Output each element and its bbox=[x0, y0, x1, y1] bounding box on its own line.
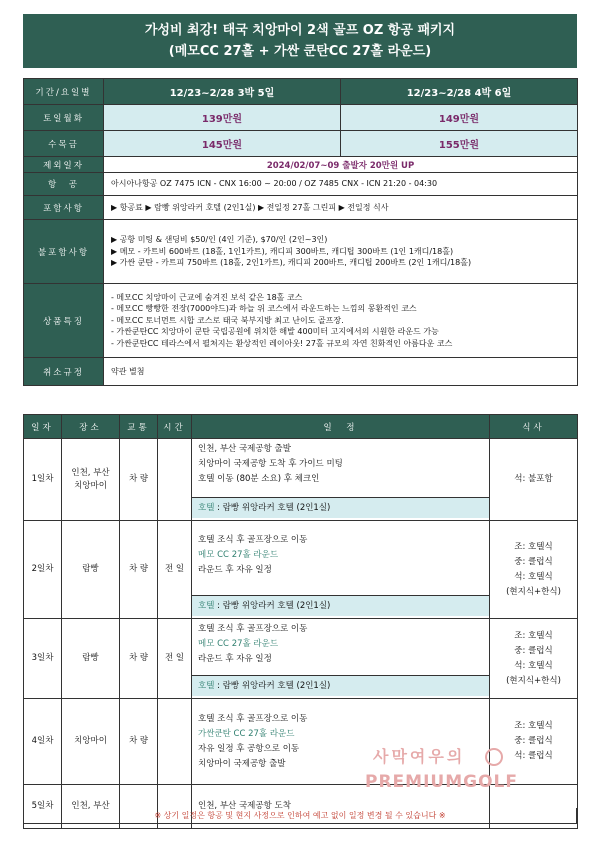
price-label-2: 수목금 bbox=[24, 131, 104, 157]
feature-line: - 메모CC 빵빵한 전장(7000야드)과 하늘 위 코스에서 라운드하는 느낌의 몽환적인 코스 bbox=[111, 304, 417, 314]
time-cell bbox=[158, 439, 192, 521]
day-cell: 2일차 bbox=[24, 521, 62, 619]
itinerary-line: 자유 일정 후 공항으로 이동 bbox=[198, 743, 300, 754]
period-a: 12/23~2/28 3박 5일 bbox=[104, 79, 341, 105]
itinerary-line: 인천, 부산 국제공항 도착 bbox=[198, 801, 291, 811]
header-place: 장소 bbox=[62, 415, 120, 439]
watermark-korean: 사막여우의 bbox=[373, 747, 466, 766]
price-2a: 145만원 bbox=[104, 131, 341, 157]
itinerary-cell bbox=[192, 439, 490, 521]
include-text: ▶ 항공료 ▶ 람빵 위앙라커 호텔 (2인1실) ▶ 전일정 27홀 그린피 ▶ 전일정 식사 bbox=[104, 196, 578, 220]
meal-line: 석: 클럽식 bbox=[514, 751, 553, 761]
meals-cell bbox=[490, 439, 578, 521]
features-row bbox=[24, 284, 578, 358]
meal-line: 석: 호텔식 bbox=[514, 660, 553, 671]
title-line-2: (메모CC 27홀 + 가싼 쿤탄CC 27홀 라운드) bbox=[168, 44, 432, 59]
meals-cell bbox=[490, 619, 578, 699]
cancel-label: 취소규정 bbox=[24, 358, 104, 386]
place-line: 람빵 bbox=[82, 564, 99, 574]
time-cell: 전 일 bbox=[158, 619, 192, 699]
feature-line: - 메모CC 토너먼트 시합 코스로 태국 북부지방 최고 난이도 골프장. bbox=[111, 315, 344, 325]
feature-line: - 메모CC 치앙마이 근교에 숨겨진 보석 같은 18홀 코스 bbox=[111, 292, 303, 302]
place-line: 치앙마이 bbox=[74, 480, 107, 491]
place-cell bbox=[62, 699, 120, 785]
price-2b: 155만원 bbox=[341, 131, 578, 157]
meal-line: 조: 호텔식 bbox=[514, 541, 553, 552]
meals-cell bbox=[490, 699, 578, 785]
meal-line: 중: 클럽식 bbox=[514, 645, 553, 656]
hotel-label: 호텔 bbox=[198, 681, 215, 691]
time-cell bbox=[158, 699, 192, 785]
itinerary-line: 호텔 조식 후 골프장으로 이동 bbox=[198, 535, 308, 545]
meals-cell bbox=[490, 521, 578, 619]
exclude-text: 2024/02/07~09 출발자 20만원 UP bbox=[104, 157, 578, 173]
header-transport: 교통 bbox=[120, 415, 158, 439]
day-cell: 5일차 bbox=[24, 785, 62, 829]
meal-line: 중: 클럽식 bbox=[514, 556, 553, 567]
title-line-1: 가성비 최강! 태국 치앙마이 2색 골프 OZ 항공 패키지 bbox=[144, 23, 456, 38]
place-line: 인천, 부산 bbox=[71, 801, 110, 811]
meal-line: 조: 호텔식 bbox=[514, 630, 553, 641]
place-cell bbox=[62, 619, 120, 699]
hotel-text: : 람빵 위앙라커 호텔 (2인1실) bbox=[214, 681, 331, 691]
schedule-row-day2 bbox=[24, 521, 578, 619]
flight-label: 항 공 bbox=[24, 173, 104, 196]
notinclude-line: ▶ 공항 미팅 & 샌딩비 $50/인 (4인 기준), $70/인 (2인~3인) bbox=[111, 235, 328, 245]
include-label: 포함사항 bbox=[24, 196, 104, 220]
place-line: 치앙마이 bbox=[74, 736, 107, 746]
meal-line: (현지식+한식) bbox=[506, 586, 561, 597]
price-1a: 139만원 bbox=[104, 105, 341, 131]
notinclude-line: ▶ 메모 - 카트비 600바트 (18홀, 1인1카트), 캐디피 300바트, 캐디팁 300바트 (1인 1캐디/18홀) bbox=[111, 246, 454, 256]
meal-line: (현지식+한식) bbox=[506, 675, 561, 686]
itinerary-line: 호텔 이동 (80분 소요) 후 체크인 bbox=[198, 474, 320, 484]
features-list bbox=[104, 284, 578, 358]
notinclude-label: 불포함사항 bbox=[24, 220, 104, 284]
itinerary-line: 라운드 후 자유 일정 bbox=[198, 654, 272, 664]
itinerary-line: 호텔 조식 후 골프장으로 이동 bbox=[198, 624, 308, 634]
itinerary-cell bbox=[192, 699, 490, 785]
header-meals: 식사 bbox=[490, 415, 578, 439]
price-1b: 149만원 bbox=[341, 105, 578, 131]
place-cell bbox=[62, 521, 120, 619]
period-row bbox=[24, 79, 578, 105]
itinerary-line: 호텔 조식 후 골프장으로 이동 bbox=[198, 713, 308, 724]
schedule-row-day1 bbox=[24, 439, 578, 521]
exclude-row bbox=[24, 157, 578, 173]
meal-line: 조: 호텔식 bbox=[514, 721, 553, 731]
itinerary-cell bbox=[192, 521, 490, 619]
notinclude-list bbox=[104, 220, 578, 284]
hotel-info bbox=[192, 675, 489, 696]
package-info-table bbox=[23, 78, 578, 386]
itinerary-line: 치앙마이 국제공항 출발 bbox=[198, 758, 286, 769]
price-row-1 bbox=[24, 105, 578, 131]
transport-cell: 차 량 bbox=[120, 619, 158, 699]
hotel-info bbox=[192, 595, 489, 616]
header-time: 시간 bbox=[158, 415, 192, 439]
itinerary-line: 라운드 후 자유 일정 bbox=[198, 565, 272, 575]
notinclude-row bbox=[24, 220, 578, 284]
place-cell bbox=[62, 439, 120, 521]
meal-line: 석: 불포함 bbox=[514, 474, 553, 484]
schedule-row-day4 bbox=[24, 699, 578, 785]
include-row bbox=[24, 196, 578, 220]
day-cell: 4일차 bbox=[24, 699, 62, 785]
hotel-text: : 람빵 위앙라커 호텔 (2인1실) bbox=[214, 503, 331, 513]
transport-cell: 차 량 bbox=[120, 699, 158, 785]
exclude-label: 제외일자 bbox=[24, 157, 104, 173]
cancel-text: 약관 별첨 bbox=[104, 358, 578, 386]
feature-line: - 가싼쿤탄CC 테라스에서 펼쳐지는 환상적인 레이아웃! 27홀 규모의 자연 친화적인 아름다운 코스 bbox=[111, 338, 453, 348]
itinerary-line: 인천, 부산 국제공항 출발 bbox=[198, 444, 291, 454]
itinerary-cell bbox=[192, 619, 490, 699]
hotel-label: 호텔 bbox=[198, 601, 215, 611]
place-line: 인천, 부산 bbox=[71, 467, 110, 478]
header-itinerary: 일 정 bbox=[192, 415, 490, 439]
hotel-label: 호텔 bbox=[198, 503, 215, 513]
itinerary-line-round: 메모 CC 27홀 라운드 bbox=[198, 550, 279, 560]
hotel-info bbox=[192, 497, 489, 518]
schedule-notice: ※ 상기 일정은 항공 및 현지 사정으로 인하여 예고 없이 일정 변경 될 수 있습니다 ※ bbox=[23, 808, 577, 824]
feature-line: - 가싼쿤탄CC 치앙마이 쿤탄 국립공원에 위치한 해발 400미터 고지에서의 시원한 라운드 가능 bbox=[111, 327, 439, 337]
flight-row bbox=[24, 173, 578, 196]
day-cell: 1일차 bbox=[24, 439, 62, 521]
package-title bbox=[23, 14, 577, 68]
transport-cell: 차 량 bbox=[120, 439, 158, 521]
transport-cell: 차 량 bbox=[120, 521, 158, 619]
header-day: 일자 bbox=[24, 415, 62, 439]
schedule-header-row bbox=[24, 415, 578, 439]
period-b: 12/23~2/28 4박 6일 bbox=[341, 79, 578, 105]
hotel-text: : 람빵 위앙라커 호텔 (2인1실) bbox=[214, 601, 331, 611]
time-cell: 전 일 bbox=[158, 521, 192, 619]
period-label: 기간/요일별 bbox=[24, 79, 104, 105]
itinerary-line: 치앙마이 국제공항 도착 후 가이드 미팅 bbox=[198, 459, 343, 469]
meal-line: 중: 클럽식 bbox=[514, 736, 553, 746]
place-line: 람빵 bbox=[82, 653, 99, 663]
schedule-table bbox=[23, 414, 578, 829]
flight-text: 아시아나항공 OZ 7475 ICN - CNX 16:00 ~ 20:00 / OZ 7485 CNX - ICN 21:20 - 04:30 bbox=[104, 173, 578, 196]
schedule-row-day3 bbox=[24, 619, 578, 699]
features-label: 상품특징 bbox=[24, 284, 104, 358]
notinclude-line: ▶ 가싼 쿤탄 - 카트피 750바트 (18홀, 2인1카트), 캐디피 200바트, 캐디팁 200바트 (2인 1캐디/18홀) bbox=[111, 258, 472, 268]
day-cell: 3일차 bbox=[24, 619, 62, 699]
cancel-row bbox=[24, 358, 578, 386]
watermark-english: PREMIUMGOLF bbox=[365, 772, 518, 792]
meal-line: 석: 호텔식 bbox=[514, 571, 553, 582]
itinerary-line-round: 메모 CC 27홀 라운드 bbox=[198, 639, 279, 649]
itinerary-line-round: 가싼쿤탄 CC 27홀 라운드 bbox=[198, 728, 295, 739]
price-label-1: 토일월화 bbox=[24, 105, 104, 131]
price-row-2 bbox=[24, 131, 578, 157]
